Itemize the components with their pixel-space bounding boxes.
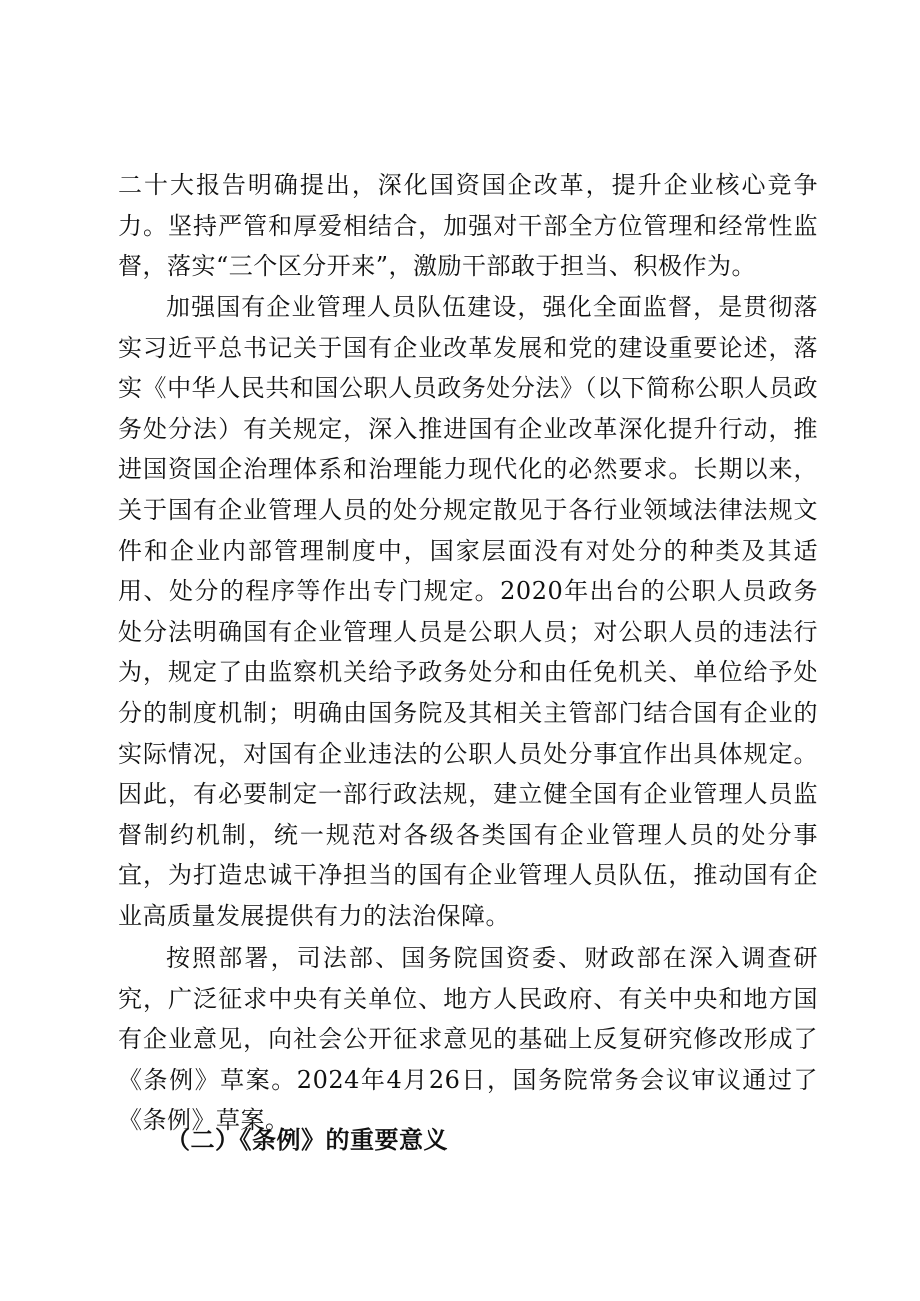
paragraph-2: 加强国有企业管理人员队伍建设，强化全面监督，是贯彻落实习近平总书记关于国有企业改革发展和党的建设重要论述，落实《中华人民共和国公职人员政务处分法》（以下简称公职人员政务处分法）有关规定，深入推进国有企业改革深化提升行动，推进国资国企治理体系和治理能力现代化的必然要求。长期以来，关于国有企业管理人员的处分规定散见于各行业领域法律法规文件和企业内部管理制度中，国家层面没有对处分的种类及其适用、处分的程序等作出专门规定。2020年出台的公职人员政务处分法明确国有企业管理人员是公职人员；对公职人员的违法行为，规定了由监察机关给予政务处分和由任免机关、单位给予处分的制度机制；明确由国务院及其相关主管部门结合国有企业的实际情况，对国有企业违法的公职人员处分事宜作出具体规定。因此，有必要制定一部行政法规，建立健全国有企业管理人员监督制约机制，统一规范对各级各类国有企业管理人员的处分事宜，为打造忠诚干净担当的国有企业管理人员队伍，推动国有企业高质量发展提供有力的法治保障。 [118,293,818,930]
paragraph-3: 按照部署，司法部、国务院国资委、财政部在深入调查研究，广泛征求中央有关单位、地方人民政府、有关中央和地方国有企业意见，向社会公开征求意见的基础上反复研究修改形成了《条例》草案。2024年4月26日，国务院常务会议审议通过了《条例》草案。 [118,944,818,1135]
paragraph-1: 二十大报告明确提出，深化国资国企改革，提升企业核心竞争力。坚持严管和厚爱相结合，加强对干部全方位管理和经常性监督，落实“三个区分开来”，激励干部敢于担当、积极作为。 [118,171,818,281]
section-heading: （二）《条例》的重要意义 [166,1125,448,1154]
